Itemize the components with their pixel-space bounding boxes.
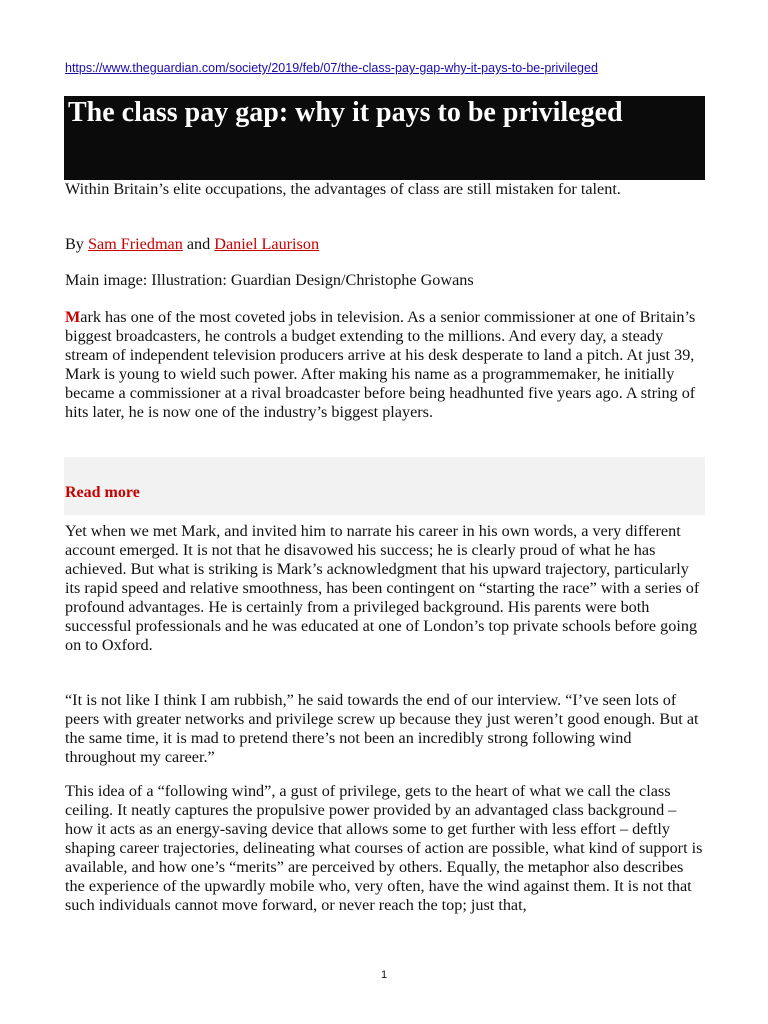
byline: [65, 235, 705, 254]
headline: The class pay gap: why it pays to be privileged: [68, 97, 623, 128]
author-link-sam-friedman[interactable]: Sam Friedman: [87, 235, 183, 253]
page-number: 1: [380, 969, 388, 981]
paragraph-1: [65, 308, 705, 422]
paragraph-3: “It is not like I think I am rubbish,” he said towards the end of our interview. “I’ve seen lots of peers with greater networks and privilege screw up because they just weren’t good enough. But at the same time, it is mad to pretend there’s not been an incredibly strong following wind throughout my career.”: [65, 691, 699, 766]
read-more-box[interactable]: [64, 457, 705, 515]
drop-cap: M: [65, 308, 81, 326]
headline-banner: [64, 96, 705, 180]
byline-prefix: By: [65, 235, 88, 253]
byline-joiner: and: [182, 235, 215, 253]
paragraph-4: This idea of a “following wind”, a gust of privilege, gets to the heart of what we call the class ceiling. It neatly captures the propulsive power provided by an advantaged class background – how it acts as an energy-saving device that allows some to get further with less effort – deftly shaping career trajectories, delineating what courses of action are possible, what kind of support is available, and how one’s “merits” are perceived by others. Equally, the metaphor also describes the experience of the upwardly mobile who, very often, have the wind against them. It is not that such individuals cannot move forward, or never reach the top; just that,: [65, 782, 703, 914]
paragraph-1-text: ark has one of the most coveted jobs in television. As a senior commissioner at one of Britain’s biggest broadcasters, he controls a budget extending to the millions. And every day, a steady stream of independent television producers arrive at his desk desperate to land a pitch. At just 39, Mark is young to wield such power. After making his name as a programmemaker, he initially became a commissioner at a rival broadcaster before being headhunted five years ago. A string of hits later, he is now one of the industry’s biggest players.: [65, 308, 696, 421]
author-link-daniel-laurison[interactable]: Daniel Laurison: [214, 235, 320, 253]
image-caption: Main image: Illustration: Guardian Design/Christophe Gowans: [65, 271, 474, 289]
standfirst: Within Britain’s elite occupations, the advantages of class are still mistaken for talent.: [65, 180, 621, 198]
source-url-link[interactable]: https://www.theguardian.com/society/2019/feb/07/the-class-pay-gap-why-it-pays-to-be-privileged: [65, 61, 598, 75]
paragraph-2: Yet when we met Mark, and invited him to narrate his career in his own words, a very different account emerged. It is not that he disavowed his success; he is clearly proud of what he has achieved. But what is striking is Mark’s acknowledgment that his upward trajectory, particularly its rapid speed and relative smoothness, has been contingent on “starting the race” with a series of profound advantages. He is certainly from a privileged background. His parents were both successful professionals and he was educated at one of London’s top private schools before going on to Oxford.: [65, 522, 700, 654]
read-more-link[interactable]: Read more: [65, 484, 140, 501]
